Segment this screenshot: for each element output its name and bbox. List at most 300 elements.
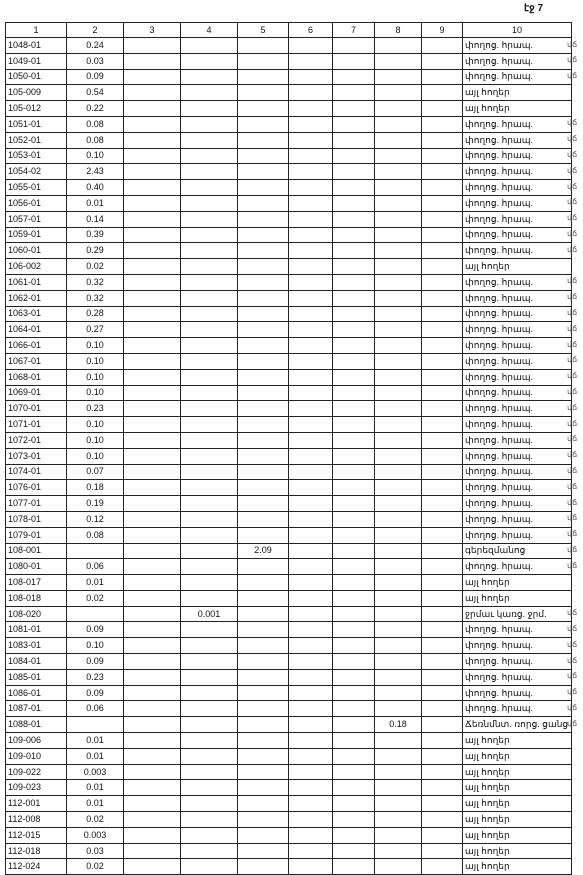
margin-mark: վճ bbox=[567, 687, 578, 697]
area-cell-col-4 bbox=[181, 638, 238, 654]
margin-mark: վճ bbox=[567, 229, 578, 239]
area-cell-col-4 bbox=[181, 53, 238, 69]
area-cell-col-4 bbox=[181, 843, 238, 859]
area-cell-col-2: 0.32 bbox=[67, 274, 124, 290]
area-cell-col-4 bbox=[181, 38, 238, 54]
area-cell-col-5 bbox=[238, 717, 289, 733]
area-cell-col-6 bbox=[289, 764, 333, 780]
parcel-code-cell: 1061-01 bbox=[6, 274, 67, 290]
table-row bbox=[6, 464, 572, 480]
area-cell-col-2: 0.06 bbox=[67, 701, 124, 717]
margin-mark: վճ bbox=[567, 402, 578, 412]
area-cell-col-6 bbox=[289, 559, 333, 575]
area-cell-col-7 bbox=[333, 164, 375, 180]
parcel-code-cell: 109-006 bbox=[6, 733, 67, 749]
area-cell-col-3 bbox=[124, 101, 181, 117]
area-cell-col-5 bbox=[238, 622, 289, 638]
area-cell-col-6 bbox=[289, 654, 333, 670]
land-use-cell: այլ հողեր bbox=[463, 733, 572, 749]
area-cell-col-4 bbox=[181, 227, 238, 243]
area-cell-col-2: 0.01 bbox=[67, 195, 124, 211]
area-cell-col-9 bbox=[422, 417, 463, 433]
parcel-code-cell: 1078-01 bbox=[6, 511, 67, 527]
area-cell-col-7 bbox=[333, 385, 375, 401]
area-cell-col-4 bbox=[181, 622, 238, 638]
area-cell-col-5 bbox=[238, 417, 289, 433]
area-cell-col-3 bbox=[124, 733, 181, 749]
area-cell-col-5 bbox=[238, 306, 289, 322]
area-cell-col-7 bbox=[333, 638, 375, 654]
area-cell-col-2: 0.29 bbox=[67, 243, 124, 259]
area-cell-col-5 bbox=[238, 511, 289, 527]
table-row bbox=[6, 796, 572, 812]
area-cell-col-9 bbox=[422, 496, 463, 512]
table-row bbox=[6, 559, 572, 575]
area-cell-col-6 bbox=[289, 227, 333, 243]
area-cell-col-6 bbox=[289, 780, 333, 796]
area-cell-col-2: 0.40 bbox=[67, 180, 124, 196]
table-row bbox=[6, 843, 572, 859]
land-use-cell: փողոց. հրապ. bbox=[463, 322, 572, 338]
area-cell-col-9 bbox=[422, 259, 463, 275]
land-use-cell: այլ հողեր bbox=[463, 259, 572, 275]
area-cell-col-9 bbox=[422, 748, 463, 764]
parcel-code-cell: 1080-01 bbox=[6, 559, 67, 575]
area-cell-col-9 bbox=[422, 654, 463, 670]
area-cell-col-5 bbox=[238, 654, 289, 670]
area-cell-col-3 bbox=[124, 38, 181, 54]
area-cell-col-7 bbox=[333, 859, 375, 875]
land-use-cell: այլ հողեր bbox=[463, 843, 572, 859]
table-row bbox=[6, 685, 572, 701]
area-cell-col-2: 0.003 bbox=[67, 827, 124, 843]
parcel-code-cell: 109-022 bbox=[6, 764, 67, 780]
area-cell-col-6 bbox=[289, 448, 333, 464]
parcel-code-cell: 1054-02 bbox=[6, 164, 67, 180]
area-cell-col-2: 0.01 bbox=[67, 796, 124, 812]
area-cell-col-6 bbox=[289, 338, 333, 354]
area-cell-col-2: 0.09 bbox=[67, 654, 124, 670]
area-cell-col-5 bbox=[238, 290, 289, 306]
area-cell-col-2: 0.03 bbox=[67, 843, 124, 859]
area-cell-col-3 bbox=[124, 259, 181, 275]
area-cell-col-3 bbox=[124, 543, 181, 559]
area-cell-col-9 bbox=[422, 180, 463, 196]
margin-mark: վճ bbox=[567, 150, 578, 160]
parcel-code-cell: 109-010 bbox=[6, 748, 67, 764]
area-cell-col-3 bbox=[124, 338, 181, 354]
margin-mark: վճ bbox=[567, 608, 578, 618]
area-cell-col-7 bbox=[333, 669, 375, 685]
area-cell-col-3 bbox=[124, 401, 181, 417]
land-use-cell: փողոց. հրապ. bbox=[463, 195, 572, 211]
area-cell-col-7 bbox=[333, 101, 375, 117]
area-cell-col-5 bbox=[238, 164, 289, 180]
table-row bbox=[6, 748, 572, 764]
area-cell-col-8 bbox=[375, 243, 422, 259]
table-row bbox=[6, 259, 572, 275]
area-cell-col-7 bbox=[333, 701, 375, 717]
land-use-cell: փողոց. հրապ. bbox=[463, 180, 572, 196]
table-row bbox=[6, 432, 572, 448]
area-cell-col-2 bbox=[67, 717, 124, 733]
area-cell-col-3 bbox=[124, 638, 181, 654]
area-cell-col-3 bbox=[124, 53, 181, 69]
area-cell-col-3 bbox=[124, 164, 181, 180]
area-cell-col-2: 0.10 bbox=[67, 148, 124, 164]
margin-mark: վճ bbox=[567, 197, 578, 207]
area-cell-col-2: 0.28 bbox=[67, 306, 124, 322]
table-row bbox=[6, 859, 572, 875]
area-cell-col-7 bbox=[333, 796, 375, 812]
area-cell-col-8 bbox=[375, 132, 422, 148]
area-cell-col-3 bbox=[124, 527, 181, 543]
area-cell-col-7 bbox=[333, 401, 375, 417]
area-cell-col-8 bbox=[375, 701, 422, 717]
area-cell-col-2: 0.22 bbox=[67, 101, 124, 117]
area-cell-col-8 bbox=[375, 448, 422, 464]
area-cell-col-5 bbox=[238, 38, 289, 54]
area-cell-col-3 bbox=[124, 306, 181, 322]
area-cell-col-3 bbox=[124, 496, 181, 512]
parcel-code-cell: 1085-01 bbox=[6, 669, 67, 685]
area-cell-col-7 bbox=[333, 590, 375, 606]
area-cell-col-6 bbox=[289, 527, 333, 543]
margin-mark: վճ bbox=[567, 181, 578, 191]
land-use-cell: այլ հողեր bbox=[463, 796, 572, 812]
land-use-cell: փողոց. հրապ. bbox=[463, 338, 572, 354]
area-cell-col-3 bbox=[124, 827, 181, 843]
area-cell-col-9 bbox=[422, 211, 463, 227]
area-cell-col-5 bbox=[238, 338, 289, 354]
area-cell-col-9 bbox=[422, 290, 463, 306]
area-cell-col-9 bbox=[422, 812, 463, 828]
area-cell-col-9 bbox=[422, 843, 463, 859]
area-cell-col-4 bbox=[181, 85, 238, 101]
area-cell-col-4 bbox=[181, 559, 238, 575]
area-cell-col-4 bbox=[181, 290, 238, 306]
area-cell-col-6 bbox=[289, 812, 333, 828]
area-cell-col-2: 0.03 bbox=[67, 53, 124, 69]
area-cell-col-3 bbox=[124, 227, 181, 243]
area-cell-col-8 bbox=[375, 812, 422, 828]
area-cell-col-4 bbox=[181, 654, 238, 670]
area-cell-col-7 bbox=[333, 432, 375, 448]
area-cell-col-9 bbox=[422, 385, 463, 401]
area-cell-col-7 bbox=[333, 38, 375, 54]
area-cell-col-2 bbox=[67, 606, 124, 622]
area-cell-col-5 bbox=[238, 480, 289, 496]
area-cell-col-8 bbox=[375, 259, 422, 275]
parcel-code-cell: 1055-01 bbox=[6, 180, 67, 196]
margin-mark: վճ bbox=[567, 71, 578, 81]
area-cell-col-2: 0.10 bbox=[67, 432, 124, 448]
area-cell-col-8 bbox=[375, 527, 422, 543]
parcel-code-cell: 1077-01 bbox=[6, 496, 67, 512]
area-cell-col-3 bbox=[124, 448, 181, 464]
area-cell-col-3 bbox=[124, 180, 181, 196]
area-cell-col-5 bbox=[238, 69, 289, 85]
area-cell-col-4 bbox=[181, 148, 238, 164]
area-cell-col-4 bbox=[181, 69, 238, 85]
margin-mark: վճ bbox=[567, 513, 578, 523]
area-cell-col-5 bbox=[238, 496, 289, 512]
area-cell-col-4 bbox=[181, 701, 238, 717]
table-row bbox=[6, 227, 572, 243]
area-cell-col-4 bbox=[181, 243, 238, 259]
table-row bbox=[6, 827, 572, 843]
area-cell-col-3 bbox=[124, 69, 181, 85]
area-cell-col-9 bbox=[422, 796, 463, 812]
area-cell-col-7 bbox=[333, 764, 375, 780]
area-cell-col-7 bbox=[333, 511, 375, 527]
area-cell-col-3 bbox=[124, 322, 181, 338]
area-cell-col-6 bbox=[289, 701, 333, 717]
area-cell-col-6 bbox=[289, 322, 333, 338]
margin-mark: վճ bbox=[567, 276, 578, 286]
area-cell-col-5 bbox=[238, 827, 289, 843]
area-cell-col-2: 0.09 bbox=[67, 622, 124, 638]
area-cell-col-2: 0.09 bbox=[67, 685, 124, 701]
margin-mark: վճ bbox=[567, 623, 578, 633]
area-cell-col-8 bbox=[375, 338, 422, 354]
area-cell-col-3 bbox=[124, 669, 181, 685]
table-row bbox=[6, 417, 572, 433]
land-use-cell: փողոց. հրապ. bbox=[463, 116, 572, 132]
parcel-code-cell: 1088-01 bbox=[6, 717, 67, 733]
area-cell-col-2: 0.003 bbox=[67, 764, 124, 780]
area-cell-col-6 bbox=[289, 180, 333, 196]
area-cell-col-2: 0.10 bbox=[67, 338, 124, 354]
area-cell-col-6 bbox=[289, 590, 333, 606]
area-cell-col-4 bbox=[181, 132, 238, 148]
land-use-cell: փողոց. հրապ. bbox=[463, 148, 572, 164]
land-use-cell: ջրմաւ կառց. ջրմ. bbox=[463, 606, 572, 622]
area-cell-col-9 bbox=[422, 827, 463, 843]
area-cell-col-3 bbox=[124, 211, 181, 227]
area-cell-col-7 bbox=[333, 338, 375, 354]
area-cell-col-7 bbox=[333, 527, 375, 543]
area-cell-col-8 bbox=[375, 369, 422, 385]
area-cell-col-6 bbox=[289, 148, 333, 164]
margin-mark: վճ bbox=[567, 292, 578, 302]
area-cell-col-6 bbox=[289, 353, 333, 369]
table-row bbox=[6, 780, 572, 796]
parcel-code-cell: 1051-01 bbox=[6, 116, 67, 132]
area-cell-col-9 bbox=[422, 638, 463, 654]
area-cell-col-8 bbox=[375, 496, 422, 512]
area-cell-col-4 bbox=[181, 211, 238, 227]
parcel-code-cell: 105-012 bbox=[6, 101, 67, 117]
area-cell-col-2: 0.02 bbox=[67, 859, 124, 875]
land-use-cell: փողոց. հրապ. bbox=[463, 132, 572, 148]
land-use-cell: փողոց. հրապ. bbox=[463, 353, 572, 369]
area-cell-col-7 bbox=[333, 464, 375, 480]
land-use-cell: փողոց. հրապ. bbox=[463, 306, 572, 322]
area-cell-col-7 bbox=[333, 748, 375, 764]
area-cell-col-5 bbox=[238, 527, 289, 543]
area-cell-col-6 bbox=[289, 843, 333, 859]
area-cell-col-7 bbox=[333, 843, 375, 859]
area-cell-col-5 bbox=[238, 274, 289, 290]
area-cell-col-2: 0.01 bbox=[67, 780, 124, 796]
area-cell-col-6 bbox=[289, 606, 333, 622]
area-cell-col-3 bbox=[124, 432, 181, 448]
area-cell-col-7 bbox=[333, 148, 375, 164]
area-cell-col-3 bbox=[124, 480, 181, 496]
area-cell-col-9 bbox=[422, 780, 463, 796]
land-use-cell: այլ հողեր bbox=[463, 859, 572, 875]
table-row bbox=[6, 148, 572, 164]
area-cell-col-5 bbox=[238, 448, 289, 464]
area-cell-col-7 bbox=[333, 685, 375, 701]
area-cell-col-8 bbox=[375, 353, 422, 369]
parcel-code-cell: 108-020 bbox=[6, 606, 67, 622]
area-cell-col-8 bbox=[375, 843, 422, 859]
area-cell-col-3 bbox=[124, 748, 181, 764]
area-cell-col-7 bbox=[333, 480, 375, 496]
parcel-code-cell: 1076-01 bbox=[6, 480, 67, 496]
table-row bbox=[6, 195, 572, 211]
area-cell-col-9 bbox=[422, 85, 463, 101]
area-cell-col-5 bbox=[238, 148, 289, 164]
area-cell-col-5 bbox=[238, 322, 289, 338]
area-cell-col-9 bbox=[422, 432, 463, 448]
margin-mark: վճ bbox=[567, 165, 578, 175]
area-cell-col-7 bbox=[333, 812, 375, 828]
area-cell-col-8 bbox=[375, 575, 422, 591]
area-cell-col-5 bbox=[238, 132, 289, 148]
margin-mark: վճ bbox=[567, 134, 578, 144]
land-use-cell: փողոց. հրապ. bbox=[463, 227, 572, 243]
area-cell-col-6 bbox=[289, 101, 333, 117]
margin-mark: վճ bbox=[567, 213, 578, 223]
table-row bbox=[6, 53, 572, 69]
land-use-cell: փողոց. հրապ. bbox=[463, 638, 572, 654]
parcel-code-cell: 1053-01 bbox=[6, 148, 67, 164]
column-header-7: 7 bbox=[333, 23, 375, 38]
area-cell-col-9 bbox=[422, 859, 463, 875]
area-cell-col-3 bbox=[124, 590, 181, 606]
area-cell-col-6 bbox=[289, 748, 333, 764]
table-row bbox=[6, 669, 572, 685]
table-row bbox=[6, 290, 572, 306]
area-cell-col-6 bbox=[289, 480, 333, 496]
table-row bbox=[6, 353, 572, 369]
area-cell-col-9 bbox=[422, 559, 463, 575]
table-row bbox=[6, 243, 572, 259]
area-cell-col-8 bbox=[375, 685, 422, 701]
land-use-cell: փողոց. հրապ. bbox=[463, 480, 572, 496]
land-use-cell: փողոց. հրապ. bbox=[463, 559, 572, 575]
parcel-code-cell: 1056-01 bbox=[6, 195, 67, 211]
margin-mark: վճ bbox=[567, 481, 578, 491]
column-header-4: 4 bbox=[181, 23, 238, 38]
area-cell-col-4 bbox=[181, 448, 238, 464]
area-cell-col-4 bbox=[181, 827, 238, 843]
column-header-10: 10 bbox=[463, 23, 572, 38]
table-row bbox=[6, 306, 572, 322]
area-cell-col-8 bbox=[375, 859, 422, 875]
parcel-code-cell: 1072-01 bbox=[6, 432, 67, 448]
area-cell-col-2: 0.10 bbox=[67, 448, 124, 464]
area-cell-col-2: 0.02 bbox=[67, 590, 124, 606]
area-cell-col-8 bbox=[375, 148, 422, 164]
area-cell-col-9 bbox=[422, 527, 463, 543]
area-cell-col-6 bbox=[289, 543, 333, 559]
area-cell-col-9 bbox=[422, 701, 463, 717]
area-cell-col-7 bbox=[333, 575, 375, 591]
area-cell-col-4 bbox=[181, 780, 238, 796]
area-cell-col-3 bbox=[124, 654, 181, 670]
area-cell-col-7 bbox=[333, 559, 375, 575]
table-row bbox=[6, 764, 572, 780]
margin-mark: վճ bbox=[567, 308, 578, 318]
area-cell-col-7 bbox=[333, 733, 375, 749]
area-cell-col-8 bbox=[375, 827, 422, 843]
area-cell-col-2: 0.01 bbox=[67, 575, 124, 591]
area-cell-col-4 bbox=[181, 590, 238, 606]
area-cell-col-5 bbox=[238, 559, 289, 575]
margin-mark: վճ bbox=[567, 339, 578, 349]
area-cell-col-5 bbox=[238, 211, 289, 227]
table-row bbox=[6, 654, 572, 670]
land-use-cell: գերեզմանոց bbox=[463, 543, 572, 559]
margin-mark: վճ bbox=[567, 355, 578, 365]
area-cell-col-3 bbox=[124, 243, 181, 259]
area-cell-col-4 bbox=[181, 685, 238, 701]
area-cell-col-9 bbox=[422, 590, 463, 606]
area-cell-col-5 bbox=[238, 401, 289, 417]
area-cell-col-3 bbox=[124, 780, 181, 796]
parcel-code-cell: 1069-01 bbox=[6, 385, 67, 401]
area-cell-col-5 bbox=[238, 701, 289, 717]
area-cell-col-2: 0.24 bbox=[67, 38, 124, 54]
area-cell-col-7 bbox=[333, 116, 375, 132]
table-row bbox=[6, 322, 572, 338]
area-cell-col-6 bbox=[289, 511, 333, 527]
area-cell-col-6 bbox=[289, 638, 333, 654]
area-cell-col-9 bbox=[422, 353, 463, 369]
land-use-cell: փողոց. հրապ. bbox=[463, 69, 572, 85]
area-cell-col-2: 2.43 bbox=[67, 164, 124, 180]
land-use-cell: փողոց. հրապ. bbox=[463, 511, 572, 527]
parcel-code-cell: 1068-01 bbox=[6, 369, 67, 385]
table-row bbox=[6, 527, 572, 543]
area-cell-col-5 bbox=[238, 796, 289, 812]
area-cell-col-9 bbox=[422, 733, 463, 749]
parcel-code-cell: 1059-01 bbox=[6, 227, 67, 243]
area-cell-col-2: 0.08 bbox=[67, 116, 124, 132]
land-use-cell: այլ հողեր bbox=[463, 764, 572, 780]
land-use-cell: փողոց. հրապ. bbox=[463, 38, 572, 54]
area-cell-col-3 bbox=[124, 417, 181, 433]
area-cell-col-3 bbox=[124, 843, 181, 859]
area-cell-col-7 bbox=[333, 353, 375, 369]
table-row bbox=[6, 511, 572, 527]
area-cell-col-7 bbox=[333, 448, 375, 464]
area-cell-col-5: 2.09 bbox=[238, 543, 289, 559]
area-cell-col-9 bbox=[422, 132, 463, 148]
area-cell-col-4 bbox=[181, 116, 238, 132]
area-cell-col-8 bbox=[375, 654, 422, 670]
area-cell-col-3 bbox=[124, 85, 181, 101]
area-cell-col-4 bbox=[181, 259, 238, 275]
land-use-cell: Ճեռնմնտ. ռորց. ցանց bbox=[463, 717, 572, 733]
area-cell-col-8 bbox=[375, 180, 422, 196]
area-cell-col-4 bbox=[181, 401, 238, 417]
area-cell-col-6 bbox=[289, 733, 333, 749]
